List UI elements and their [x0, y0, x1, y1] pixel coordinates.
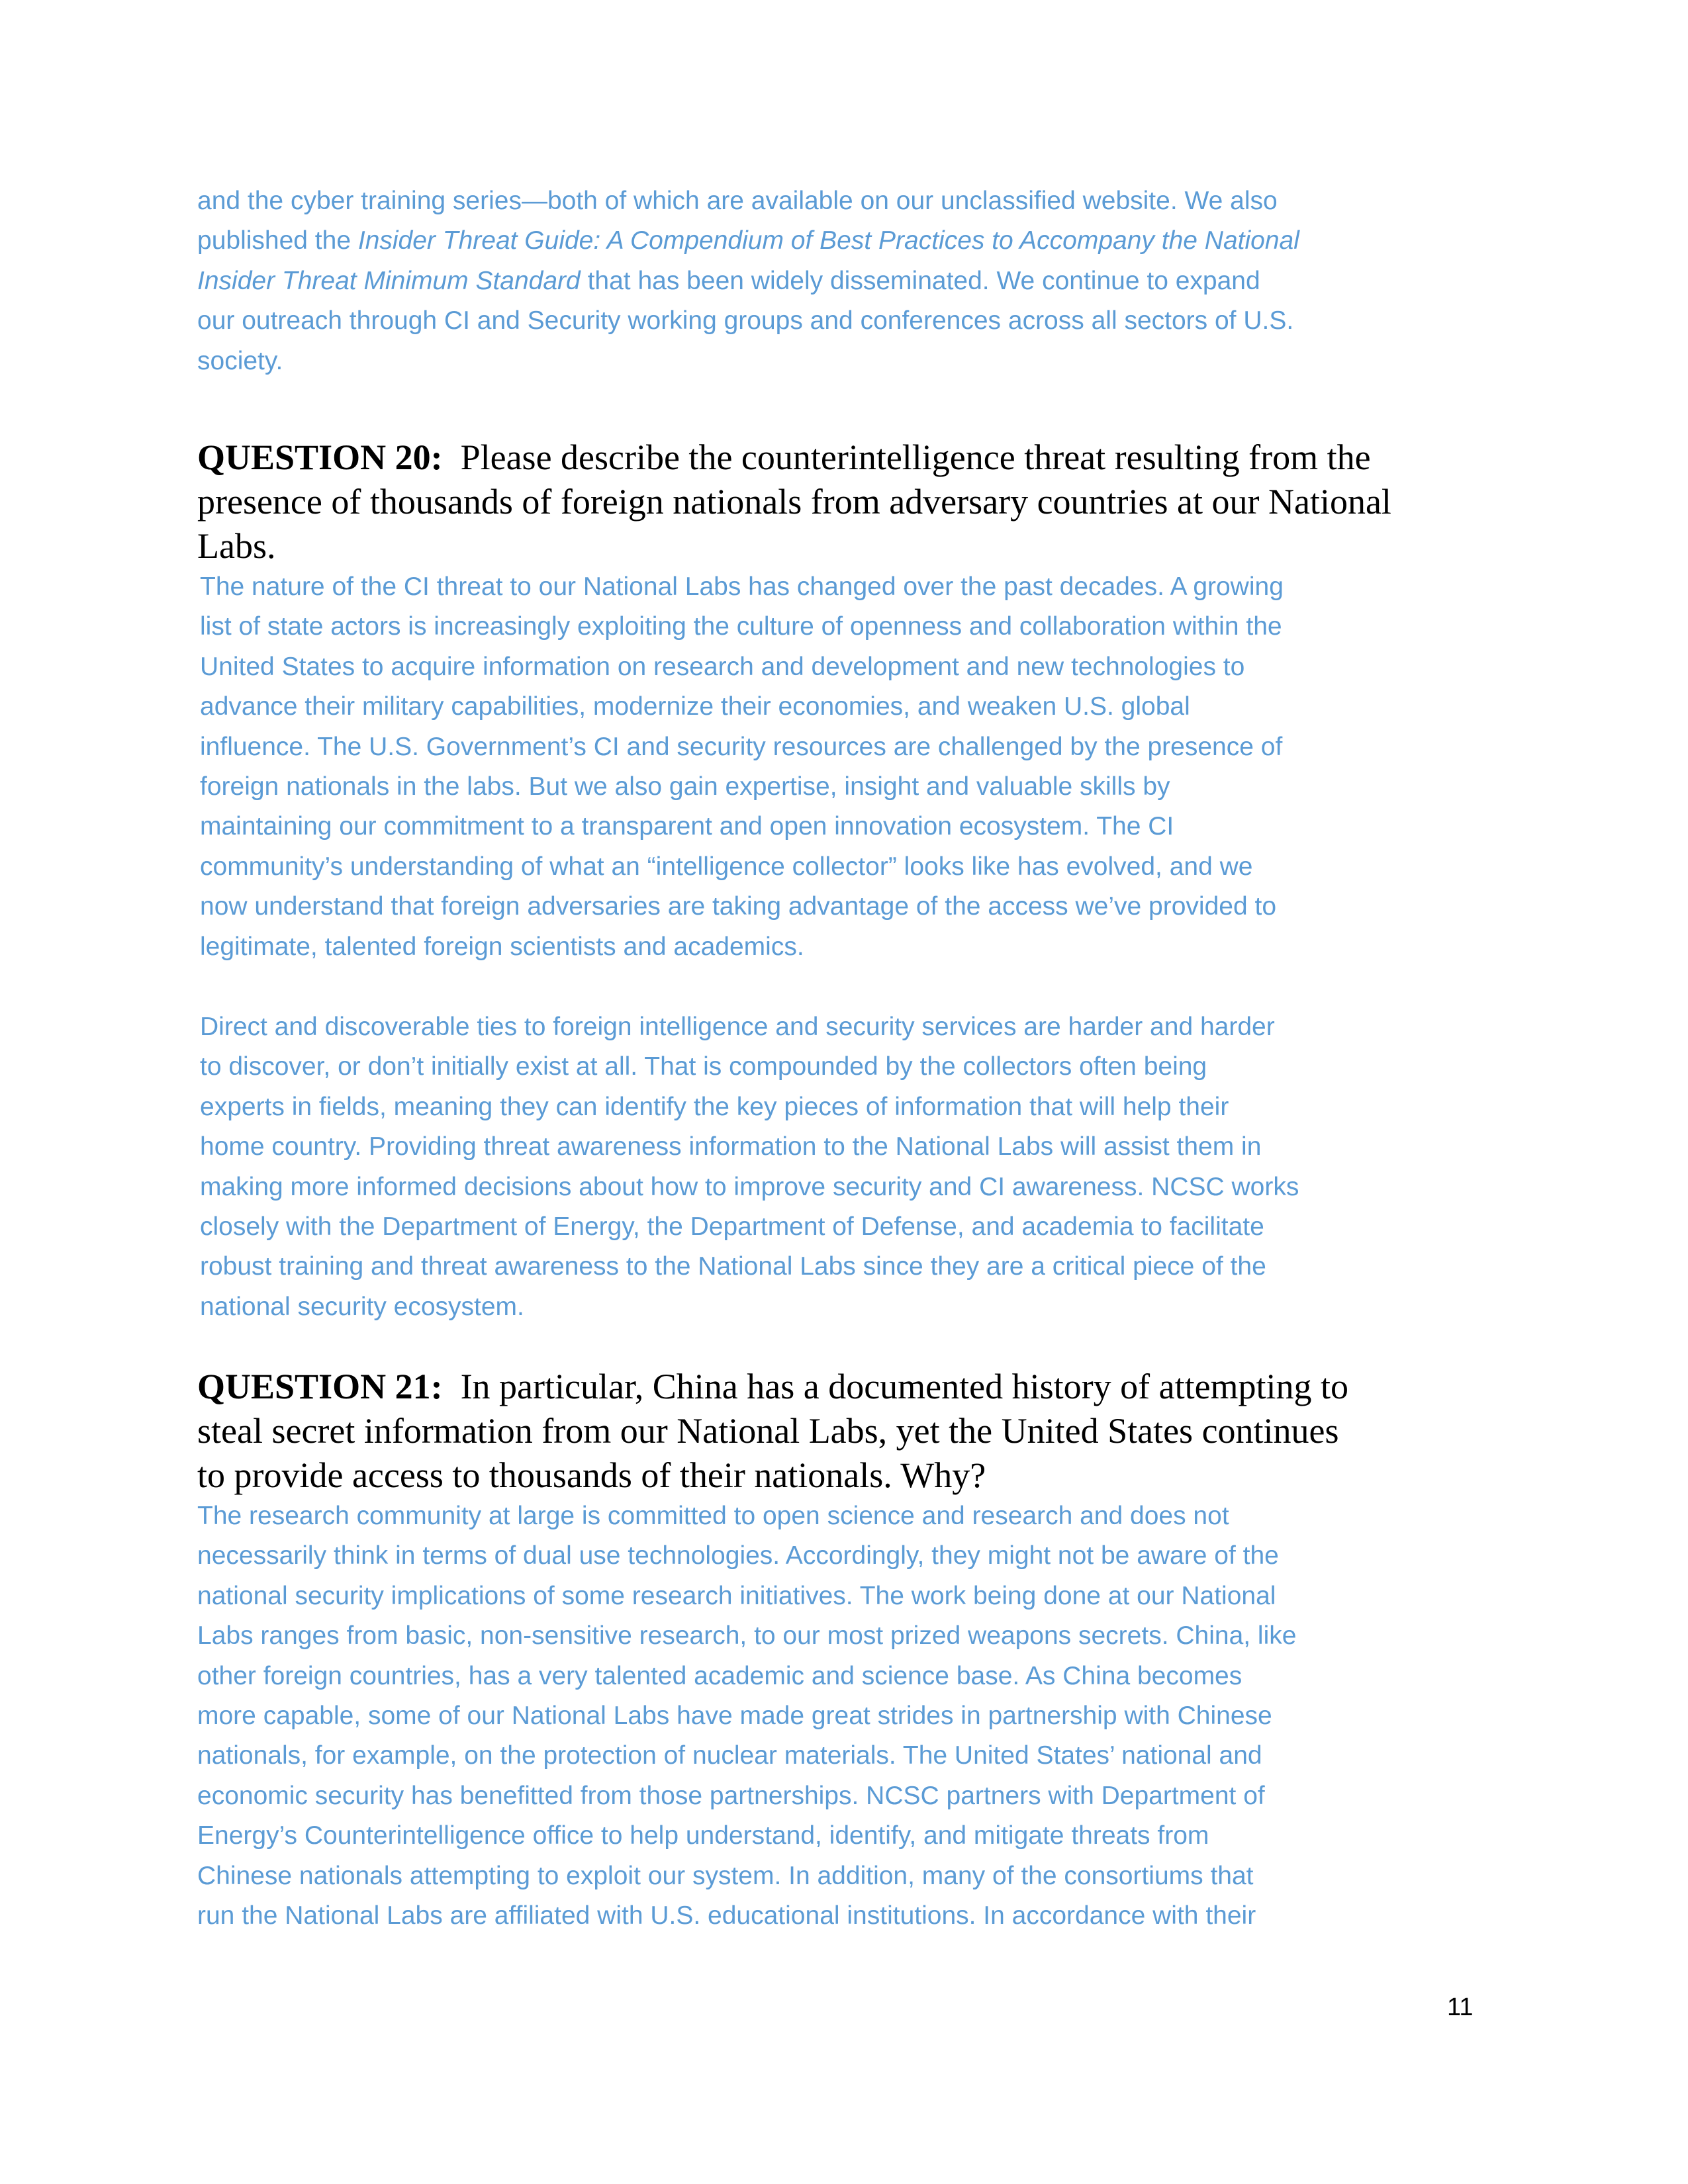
question-20-answer-p1: [200, 567, 1284, 967]
text-line: other foreign countries, has a very talented academic and science base. As China becomes: [197, 1661, 1243, 1690]
heading-text: Please describe the counterintelligence threat resulting from the: [460, 437, 1371, 477]
question-label: QUESTION 21:: [197, 1367, 443, 1406]
text-line: now understand that foreign adversaries are taking advantage of the access we’ve provided to: [200, 892, 1277, 921]
text-line: Labs ranges from basic, non-sensitive research, to our most prized weapons secrets. China, like: [197, 1621, 1297, 1651]
italic-title: Insider Threat Guide: A Compendium of Best Practices to Accompany the National: [357, 226, 1299, 255]
text-line: to discover, or don’t initially exist at all. That is compounded by the collectors often being: [200, 1052, 1207, 1081]
text-line: and the cyber training series—both of which are available on our unclassified website. We also: [197, 187, 1278, 215]
text-line: [197, 261, 1299, 301]
intro-paragraph: [197, 181, 1299, 381]
text-line: home country. Providing threat awareness information to the National Labs will assist them in: [200, 1132, 1262, 1161]
text-line: our outreach through CI and Security working groups and conferences across all sectors of U.S.: [197, 306, 1294, 336]
heading-line: presence of thousands of foreign nationals from adversary countries at our National: [197, 482, 1391, 522]
text-line: United States to acquire information on research and development and new technologies to: [200, 652, 1245, 681]
text-line: making more informed decisions about how to improve security and CI awareness. NCSC works: [200, 1172, 1299, 1201]
page-number: 11: [1447, 1993, 1474, 2021]
text-line: experts in fields, meaning they can identify the key pieces of information that will help their: [200, 1092, 1229, 1121]
text-line: national security ecosystem.: [200, 1292, 524, 1321]
text-line: advance their military capabilities, modernize their economies, and weaken U.S. global: [200, 692, 1190, 721]
heading-line: [197, 435, 1391, 480]
text-line: nationals, for example, on the protection of nuclear materials. The United States’ national and: [197, 1741, 1262, 1770]
text-line: [197, 221, 1299, 261]
text-line: legitimate, talented foreign scientists and academics.: [200, 932, 804, 961]
text-line: necessarily think in terms of dual use technologies. Accordingly, they might not be aware of the: [197, 1541, 1279, 1570]
text-line: list of state actors is increasingly exploiting the culture of openness and collaboration within the: [200, 612, 1282, 641]
italic-title: Insider Threat Minimum Standard: [197, 266, 581, 295]
text-line: Chinese nationals attempting to exploit our system. In addition, many of the consortiums that: [197, 1861, 1254, 1890]
heading-text: In particular, China has a documented history of attempting to: [460, 1367, 1349, 1406]
text-line: influence. The U.S. Government’s CI and security resources are challenged by the presence of: [200, 732, 1283, 761]
heading-line: [197, 1365, 1348, 1409]
text-line: foreign nationals in the labs. But we also gain expertise, insight and valuable skills by: [200, 772, 1170, 801]
heading-line: Labs.: [197, 526, 276, 566]
question-20-heading: [197, 435, 1391, 569]
text-line: economic security has benefitted from those partnerships. NCSC partners with Department of: [197, 1781, 1265, 1810]
text-line: community’s understanding of what an “intelligence collector” looks like has evolved, and we: [200, 852, 1253, 881]
text-span: that has been widely disseminated. We continue to expand: [580, 266, 1260, 295]
text-line: The nature of the CI threat to our National Labs has changed over the past decades. A growing: [200, 572, 1284, 601]
text-line: society.: [197, 346, 283, 375]
question-21-answer: [197, 1496, 1296, 1936]
text-span: published the: [197, 226, 358, 255]
question-21-heading: [197, 1365, 1348, 1498]
text-line: Energy’s Counterintelligence office to help understand, identify, and mitigate threats from: [197, 1821, 1209, 1850]
text-line: maintaining our commitment to a transparent and open innovation ecosystem. The CI: [200, 812, 1174, 841]
text-line: Direct and discoverable ties to foreign intelligence and security services are harder and harder: [200, 1013, 1275, 1041]
heading-line: to provide access to thousands of their nationals. Why?: [197, 1455, 986, 1495]
text-line: national security implications of some research initiatives. The work being done at our National: [197, 1581, 1276, 1610]
question-label: QUESTION 20:: [197, 437, 443, 477]
text-line: closely with the Department of Energy, the Department of Defense, and academia to facilitate: [200, 1212, 1264, 1241]
text-line: run the National Labs are affiliated with U.S. educational institutions. In accordance with their: [197, 1901, 1256, 1930]
text-line: more capable, some of our National Labs have made great strides in partnership with Chinese: [197, 1701, 1272, 1730]
heading-line: steal secret information from our National Labs, yet the United States continues: [197, 1411, 1339, 1451]
text-line: robust training and threat awareness to the National Labs since they are a critical piece of the: [200, 1252, 1266, 1281]
text-line: The research community at large is committed to open science and research and does not: [197, 1502, 1229, 1530]
question-20-answer-p2: [200, 1007, 1299, 1327]
